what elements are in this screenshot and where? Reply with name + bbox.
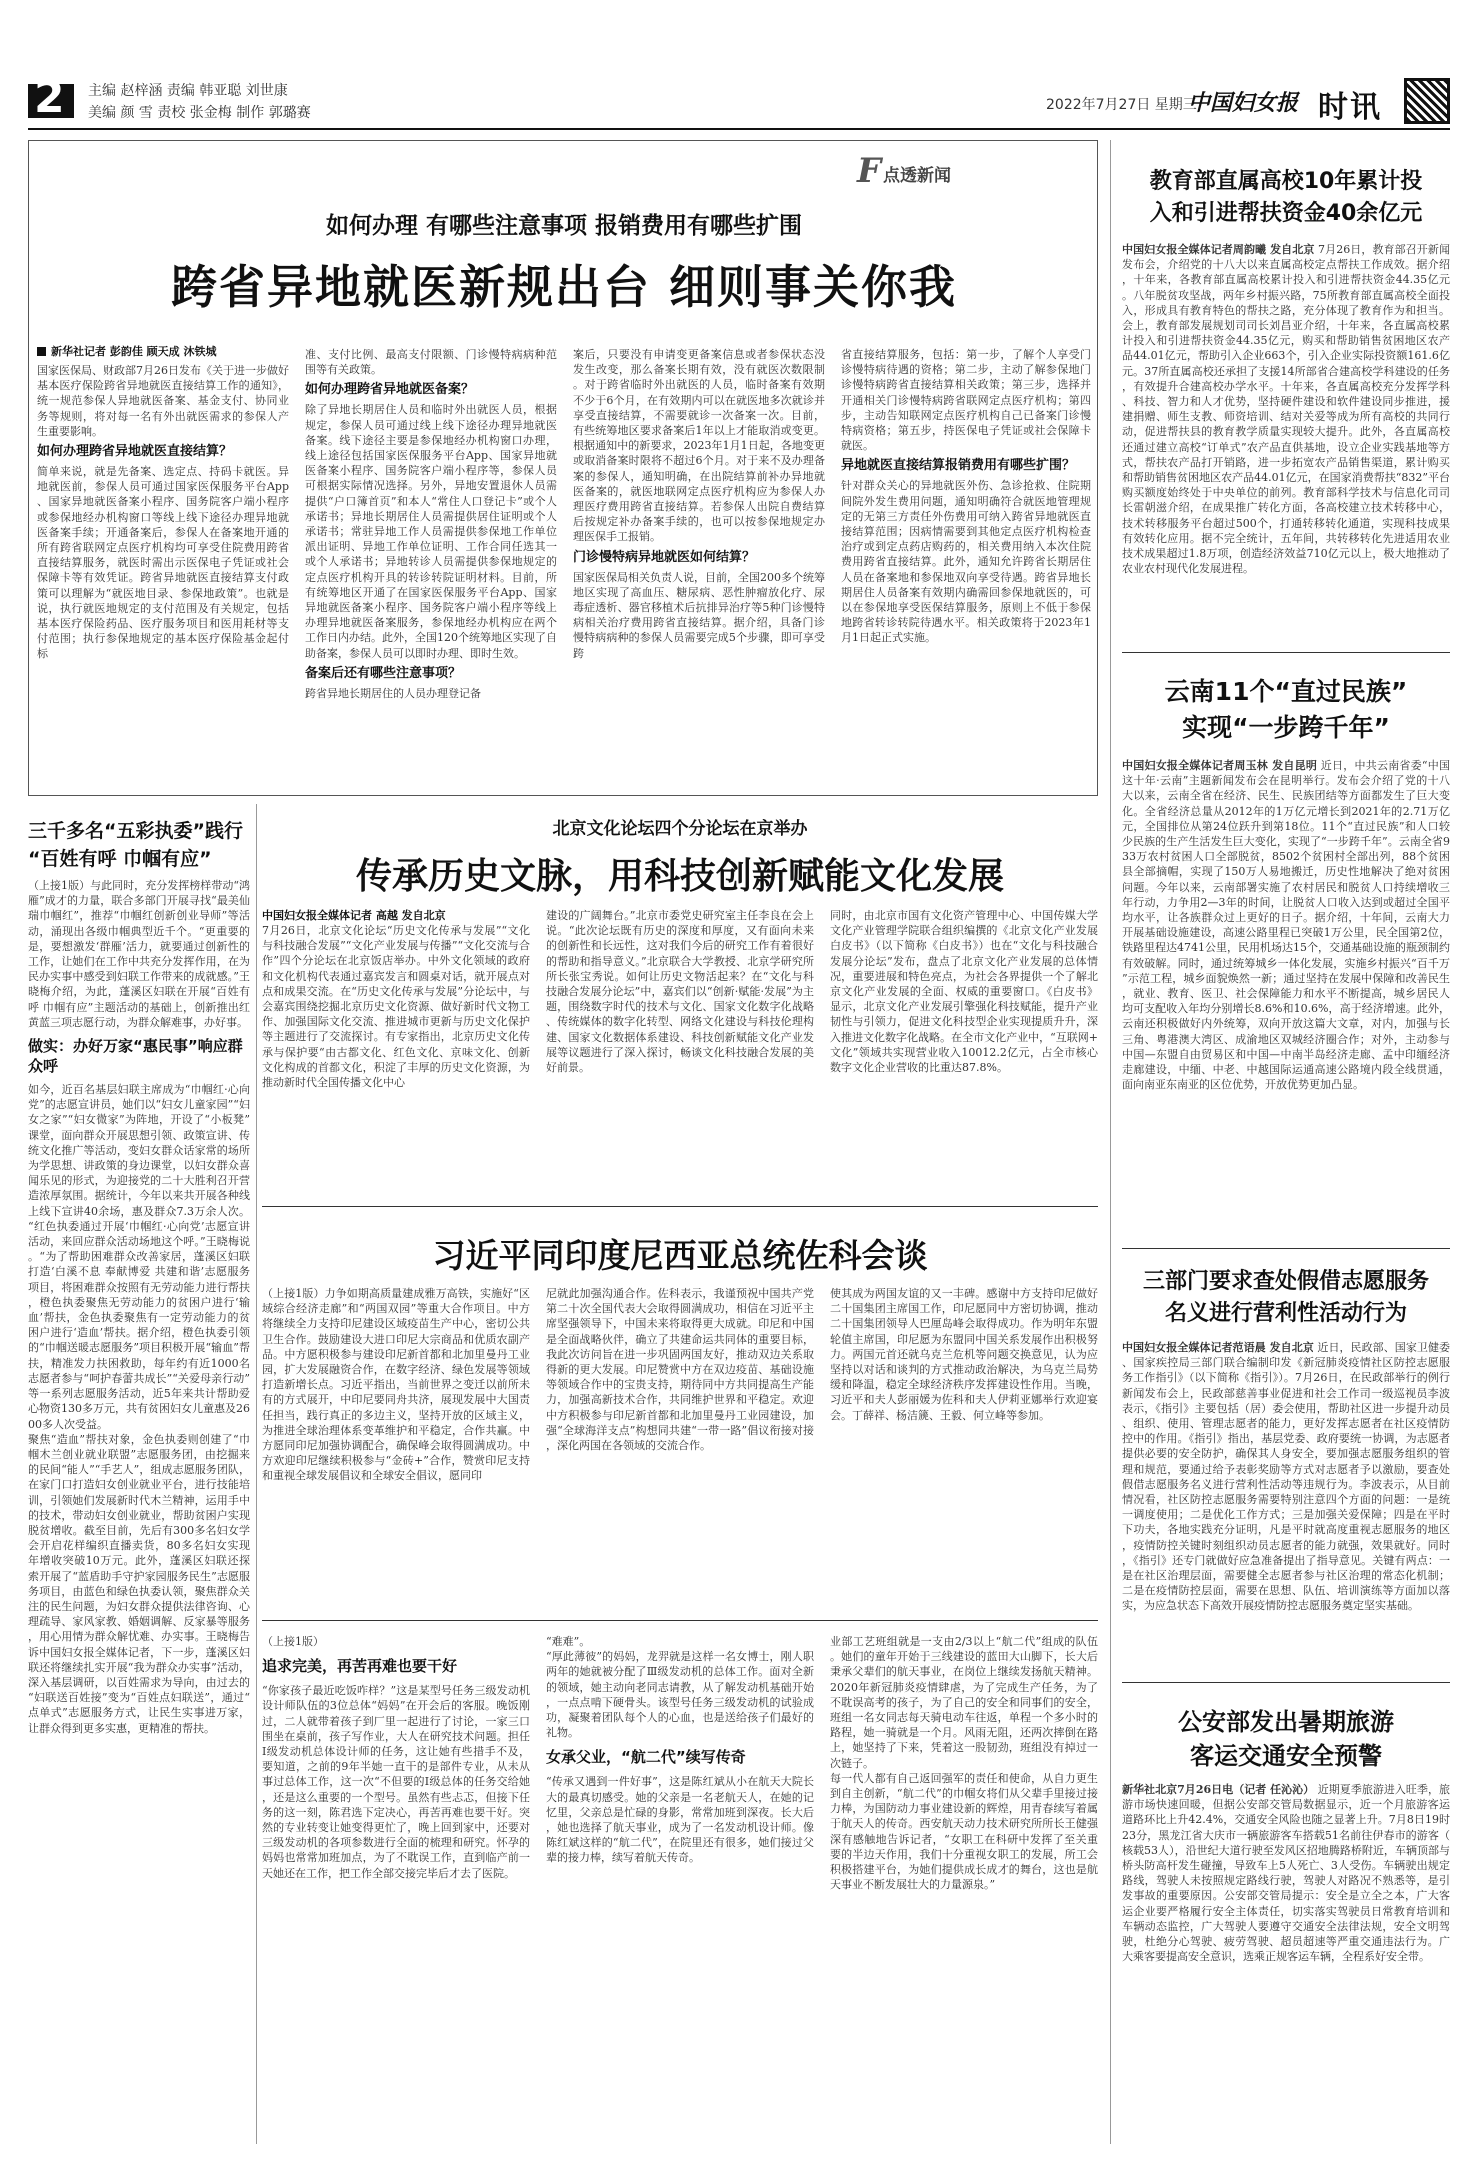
header <box>0 0 1472 140</box>
section-rule <box>1122 652 1450 653</box>
section-tag <box>857 151 1057 191</box>
subhead: 如何办理跨省异地就医备案？ <box>305 382 475 398</box>
culture-col-1 <box>262 908 530 1200</box>
story-body <box>1122 1340 1450 1670</box>
story-body <box>1122 758 1450 1234</box>
xi-story <box>262 1210 1098 1618</box>
story-title-line1: 公安部发出暑期旅游 <box>1178 1708 1394 1736</box>
culture-col-2 <box>546 908 814 1200</box>
story-body <box>1122 242 1450 646</box>
paragraph-text: 近日，民政部、国家卫健委、国家疾控局三部门联合编制印发《新冠肺炎疫情社区防控志愿服务工作指引》（以下简称《指引》）。7月26日，在民政部举行的例行新闻发布会上，民政部慈善事业促进和社会工作司一级巡视员李波表示，《指引》主要包括（居）委会使用，帮助社区进一步提升动员、组织、使用、管理志愿者的能力，更好发挥志愿者在社区疫情防控中的作用。《指引》指出，基层党委、政府要统一协调，为志愿者提供必要的安全防护，确保其人身安全，要加强志愿服务组织的管理和规范，要通过给予表彰奖励等方式对志愿者予以激励，要查处假借志愿服务名义进行营利性活动等违规行为。李波表示，从目前情况看，社区防控志愿服务需要特别注意四个方面的问题：一是统一调度使用；二是优化工作方式；三是加强关爱保障；四是在平时下功夫，各地实践充分证明，凡是平时就高度重视志愿服务的地区，疫情防控关键时刻组织动员志愿者的能力就强，效果就好。同时，《指引》还专门就做好应急准备提出了指导意见。关键有两点：一是在社区治理层面，需要健全志愿者参与社区治理的常态化机制；二是在疫情防控层面，需要在思想、队伍、培训演练等方面加以落实，为应急状态下高效开展疫情防控志愿服务奠定坚实基础。 <box>1122 1341 1450 1613</box>
paragraph: 聚焦“造血”帮扶对象，金色执委则创建了“巾帼木兰创业就业联盟”志愿服务团，由挖掘来的民间“能人”“手艺人”，组成志愿服务团队，在家门口打造妇女创业就业平台，进行技能培训，引领她们发展新时代木兰精神，运用手中的技术，带动妇女创业就业，帮助贫困户实现脱贫增收。截至目前，先后有300多名妇女学会开启花样编织直播卖货，80多名妇女实现年增收突破10万元。此外，蓬溪区妇联还探索开展了“蓝盾助手守护家园服务民生”志愿服务项目，由蓝色和绿色执委认领，聚焦群众关注的民生问题，为妇女群众提供法律咨询、心理疏导、家风家教、婚姻调解、反家暴等服务，用心用情为群众解忧难、办实事。王晓梅告诉中国妇女报全媒体记者，下一步，蓬溪区妇联还将继续扎实开展“我为群众办实事”活动，深入基层调研，以百姓需求为导向，由过去的“妇联送百姓接”变为“百姓点妇联送”，通过“点单式”志愿服务方式，让民生实事进万家，让群众得到更多实惠，更精准的帮扶。 <box>28 1432 250 1735</box>
paragraph: 每一代人都有自己返回强军的责任和使命，从自力更生到自主创新，“航二代”的巾帼女将们从父辈手里接过接力棒，为国防动力事业建设新的辉煌，用青春续写着属于航天人的传奇。西安航天动力技术研究所所长王健强深有感触地告诉记者，“女职工在科研中发挥了至关重要的半边天作用，我们十分重视女职工的发展，所工会积极搭建平台，为她们提供成长成才的舞台，这也是航天事业不断发展壮大的力量源泉。” <box>830 1771 1098 1892</box>
subhead: 做实：办好万家“惠民事”响应群众呼 <box>28 1037 243 1076</box>
byline: 中国妇女报全媒体记者 高越 发自北京 <box>262 909 446 922</box>
culture-kicker: 北京文化论坛四个分论坛在京举办 <box>552 819 808 839</box>
story-title-line1: 三部门要求查处假借志愿服务 <box>1142 1269 1429 1294</box>
paragraph: 同时，由北京市国有文化资产管理中心、中国传媒大学文化产业管理学院联合组织编撰的《北京文化产业发展白皮书》（以下简称《白皮书》）也在“文化与科技融合发展分论坛”发布，盘点了北京文化产业发展的总体情况，重要进展和特色亮点，为社会各界提供一个了解北京文化产业发展的全面、权威的重要窗口。《白皮书》显示，北京文化产业发展引擎强化科技赋能，提升产业韧性与引领力，促进文化科技型企业实现提质升升，深入推进文化数字化战略。在全市文化产业中，“互联网+文化”领域共实现营业收入10012.2亿元，占全市核心数字文化企业营收的比重达87.8%。 <box>830 909 1098 1075</box>
paragraph <box>1122 242 1450 576</box>
culture-headline: 传承历史文脉，用科技创新赋能文化发展 <box>355 856 1004 897</box>
section-title: 时讯 <box>1318 90 1382 125</box>
paragraph-text: 近期夏季旅游进入旺季，旅游市场快速回暖，但据公安部交管局数据显示，近一个月旅游客运道路环比上升42.4%，交通安全风险也随之显著上升。7月8日19时23分，黑龙江省大庆市一辆旅游客车搭载51名前往伊春市的游客（核载53人），沿世纪大道行驶至发风区招地腾路桥附近，车辆顶部与桥头防高杆发生碰撞，导致车上5人死亡、3人受伤。车辆驶出规定路线，驾驶人未按照规定路线行驶，驾驶人对路况不熟悉等，是引发事故的重要原因。公安部交管局提示：安全是立全之本，广大客运企业要严格履行安全主体责任，切实落实驾驶员日常教育培训和车辆动态监控，广大驾驶人要遵守交通安全法律法规，安全文明驾驶，杜绝分心驾驶、疲劳驾驶、超员超速等严重交通违法行为。广大乘客要提高安全意识，选乘正规客运车辆，全程系好安全带。 <box>1122 1783 1450 1964</box>
subhead: 女承父业，“航二代”续写传奇 <box>546 1748 746 1767</box>
page-number: 2 <box>34 72 65 123</box>
xi-col-3 <box>830 1286 1098 1614</box>
paragraph: 7月26日，北京文化论坛“历史文化传承与发展”“文化与科技融合发展”“文化产业发展与传播”“文化交流与合作”四个分论坛在北京饭店举办。中外文化领域的政府和文化机构代表通过嘉宾发言和圆桌对话，就开展点对点和成果交流。在“历史文化传承与发展”分论坛中，与会嘉宾围绕挖掘北京历史文化资源、做好新时代文物工作、加强国际文化交流、推进城市更新与历史文化保护等主题进行了交流探讨。有专家指出，北京历史文化传承与保护要“由古都文化、红色文化、京味文化、创新文化构成的首都文化，积淀了丰厚的历史文化资源，为推动新时代全国传播文化中心 <box>262 924 530 1090</box>
culture-story <box>262 804 1098 1204</box>
right-story-volunteer <box>1122 1250 1450 1678</box>
paragraph: 尼就此加强沟通合作。佐科表示，我谨预祝中国共产党第二十次全国代表大会取得圆满成功，相信在习近平主席坚强领导下，中国未来将取得更大成就。印尼和中国是全面战略伙伴，确立了共建命运共同体的重要目标，我此次访问旨在进一步巩固两国友好，推动双边关系取得新的更大发展。印尼赞赏中方在双边疫苗、基础设施等领域合作中的宝贵支持，期待同中方共同提高生产能力，加强高新技术合作，共同维护世界和平稳定。欢迎中方积极参与印尼新首都和北加里曼丹工业园建设，加强“全球海洋支点”构想同共建“一带一路”倡议衔接对接，深化两国在各领域的交流合作。 <box>546 1287 814 1453</box>
paragraph: （上接1版） <box>262 1635 324 1648</box>
xi-col-2 <box>546 1286 814 1614</box>
byline-square-icon <box>37 347 46 356</box>
lower-col-3 <box>830 1634 1098 2142</box>
section-rule <box>1122 1248 1450 1249</box>
story-title-line2: 实现“一步跨千年” <box>1182 713 1390 742</box>
paragraph: “厚此薄彼”的妈妈，龙羿就是这样一名女博士，刚人职两年的她就被分配了Ⅲ级发动机的总体工作。面对全新的领域，她主动向老同志请教，从了解发动机基础开始，一点点啃下硬骨头。该型号任务三级发动机的试验成功，凝聚着团队每个人的心血，也是送给孩子们最好的礼物。 <box>546 1650 814 1740</box>
paragraph: 准、支付比例、最高支付限额、门诊慢特病病种范围等有关政策。 <box>305 348 557 377</box>
story-title-line2: 客运交通安全预警 <box>1190 1742 1382 1770</box>
paragraph: 使其成为两国友谊的又一丰碑。感谢中方支持印尼做好二十国集团主席国工作，印尼愿同中方密切协调，推动二十国集团领导人巴厘岛峰会取得成功。作为明年东盟轮值主席国，印尼愿为东盟同中国关系发展作出积极努力。两国元首还就乌克兰危机等问题交换意见，认为应坚持以对话和谈判的方式推动政治解决，为乌克兰局势缓和降温，稳定全球经济秩序发挥建设性作用。当晚，习近平和夫人彭丽媛为佐科和夫人伊莉亚娜举行欢迎宴会。丁薛祥、杨洁篪、王毅、何立峰等参加。 <box>830 1287 1098 1422</box>
paragraph: （上接1版）与此同时，充分发挥榜样带动“鸿雁”成才的力量，联合多部门开展寻找“最美仙瑞巾帼红”，推荐“巾帼红创新创业导师”等活动，涌现出各级巾帼典型近千个。“更重要的是，要想激发‘群雁’活力，就要通过创新性的工作，让她们在工作中共充分发挥作用，在为民办实事中感受到妇联工作带来的成就感。”王晓梅介绍，为此，蓬溪区妇联在开展“百姓有呼 巾帼有应”主题活动的基础上，创新推出红黄蓝三项志愿行动，为群众解难事，办好事。 <box>28 879 250 1029</box>
issue-date: 2022年7月27日 星期三 <box>1046 97 1197 113</box>
story-title-line2: 名义进行营利性活动行为 <box>1164 1301 1407 1326</box>
subhead: 异地就医直接结算报销费用有哪些扩围？ <box>841 458 1076 474</box>
feature-col-2 <box>305 347 557 789</box>
tag-initial: F <box>857 151 882 191</box>
paragraph: 简单来说，就是先备案、选定点、持码卡就医。异地就医前，参保人员可通过国家医保服务平台App、国家异地就医备案小程序、国务院客户端小程序或参保地经办机构窗口等线上线下途径办理异地就医备案手续；开通备案后，参保人在备案地开通的所有跨省联网定点医疗机构均可享受住院费用跨省直接结算服务，就医时需出示医保电子凭证或社会保障卡等有效凭证。跨省异地就医直接结算支付政策可以理解为“就医地目录、参保地政策”。也就是说，执行就医地规定的支付范围及有关规定，包括基本医疗保险药品、医疗服务项目和医用耗材等支付范围；执行参保地规定的基本医疗保险基金起付标 <box>37 465 289 661</box>
paragraph: 业部工艺班组就是一支由2/3以上“航二代”组成的队伍。她们的童年开始于三线建设的蓝田大山脚下，长大后秉承父辈们的航天事业，在岗位上继续发扬航天精神。2020年新冠肺炎疫情肆虐，为了完成生产任务，为了不耽误高考的孩子，为了自己的安全和同事们的安全，班组一名女同志每天骑电动车往返，单程一个多小时的路程，她一骑就是一个月。风雨无阻，还两次摔倒在路上，她坚持了下来，凭着这一股韧劲，班组没有掉过一次链子。 <box>830 1635 1098 1770</box>
headline-kicker: 如何办理 有哪些注意事项 报销费用有哪些扩围 <box>325 212 802 239</box>
feature-col-4 <box>841 347 1091 789</box>
paragraph: 跨省异地长期居住的人员办理登记备 <box>305 686 481 700</box>
subhead: 门诊慢特病异地就医如何结算？ <box>573 549 756 565</box>
paragraph: 针对群众关心的异地就医外伤、急诊抢救、住院期间院外发生费用问题，通知明确符合就医地管理规定的无第三方责任外伤费用可纳入跨省异地就医直接结算范围；因病情需要到其他定点医疗机构检查治疗或到定点药店购药的，相关费用纳入本次住院费用跨省直接结算。此外，通知允许跨省长期居住人员在备案地和参保地双向享受待遇。跨省异地长期居住人员备案有效期内确需回参保地就医的，可以在参保地享受医保结算服务，原则上不低于参保地跨省转诊转院待遇水平。相关政策将于2023年1月1日起正式实施。 <box>841 479 1091 645</box>
paragraph: “难难”。 <box>546 1635 591 1648</box>
paragraph-text: 7月26日，教育部召开新闻发布会，介绍党的十八大以来直属高校定点帮扶工作成效。据介绍，十年来，各教育部直属高校累计投入和引进帮扶资金44.35亿元。八年脱贫攻坚战，两年乡村振兴路，75所教育部直属高校全面投入，形成具有教育特色的帮扶之路，充分体现了教育作为和担当。会上，教育部发展规划司司长刘昌亚介绍，十年来，各直属高校累计投入和引进帮扶资金44.35亿元，购买和帮助销售贫困地区农产品44.01亿元，帮助引入企业663个，引入企业实际投资额161.6亿元。37所直属高校还承担了支援14所部省合建高校学科建设的任务，有效提升合建高校办学水平。十年来，各直属高校充分发挥学科、科技、智力和人才优势，坚持硬件建设和软件建设同步推进，援建捐赠、师生支教、师资培训、结对关爱等成为所有高校的共同行动，促进帮扶县的教育教学质量实现较大提升。此外，各直属高校还通过建立高校“订单式”农产品直供基地，设立企业实践基地等方式，帮扶农产品打开销路，进一步拓宽农产品销售渠道，累计购买和帮助销售贫困地区农产品44.01亿元，在国家消费帮扶“832”平台购买额度始终处于中央单位的前列。教育部科学技术与信息化司司长雷朝滋介绍，在成果推广转化方面，各高校建立技术转移中心，技术转移服务平台超过500个，打通转移转化通道，实现科技成果有效转化应用。据不完全统计，五年间，共转移转化先进适用农业技术成果超过1.8万项，创造经济效益710亿元以上，极大地推动了农业农村现代化发展进程。 <box>1122 243 1450 576</box>
lower-col-2 <box>546 1634 814 2142</box>
left-body <box>28 878 250 2140</box>
feature-col-3 <box>573 347 825 789</box>
byline: 中国妇女报全媒体记者周韵曦 发自北京 <box>1122 243 1315 256</box>
column-divider <box>1110 140 1111 2144</box>
right-story-travel-safety <box>1122 1684 1450 2144</box>
qr-code-icon[interactable] <box>1404 78 1450 124</box>
story-title-line1: 三千多名“五彩执委”践行 <box>28 820 243 842</box>
masthead-logo: 中国妇女报 <box>1188 90 1299 116</box>
aerospace-story <box>262 1626 1098 2144</box>
subhead: 备案后还有哪些注意事项？ <box>305 665 462 681</box>
paragraph: 省直接结算服务，包括：第一步，了解个人享受门诊慢特病待遇的资格；第二步，主动了解参保地门诊慢特病跨省直接结算相关政策；第三步，选择并开通相关门诊慢特病跨省联网定点医疗机构；第四步，主动告知联网定点医疗机构自己已备案门诊慢特病资格；第五步，持医保电子凭证或社会保障卡就医。 <box>841 348 1091 453</box>
feature-box <box>28 140 1098 796</box>
paragraph: 案后，只要没有申请变更备案信息或者参保状态没发生改变，那么备案长期有效，没有就医次数限制。对于跨省临时外出就医的人员，临时备案有效期不少于6个月，在有效期内可以在就医地多次就诊并享受直接结算，不需要就诊一次备案一次。目前，有些统筹地区要求备案后1年以上才能取消或变更。根据通知中的新要求，2023年1月1日起，各地变更或取消备案时限将不超过6个月。对于来不及办理备案的参保人，通知明确，在出院结算前补办异地就医备案的，就医地联网定点医疗机构应为参保人办理医疗费用跨省直接结算。若参保人出院自费结算后按规定补办备案手续的，也可以按参保地规定办理医保手工报销。 <box>573 348 825 544</box>
editor-credit-1: 主编 赵梓涵 责编 韩亚聪 刘世康 <box>88 83 288 99</box>
paragraph: 建设的广阔舞台。”北京市委党史研究室主任李良在会上说。“此次论坛既有历史的深度和厚度，又有面向未来的创新性和长远性，这对我们今后的研究工作有着很好的帮助和指导意义。”北京联合大学教授、北京学研究所所长张宝秀说。如何让历史文物活起来？在“文化与科技融合发展分论坛”中，嘉宾们以“创新·赋能·发展”为主题，围绕数字时代的技术与文化、国家文化数字化战略、传统媒体的数字化转型、网络文化建设与科技伦理构建、国家文化数据体系建设、科技创新赋能文化产业发展等议题进行了深入探讨，畅谈文化科技融合发展的美好前景。 <box>546 909 814 1075</box>
byline: 新华社北京7月26日电（记者 任沁沁） <box>1122 1783 1315 1796</box>
subhead: 如何办理跨省异地就医直接结算？ <box>37 444 233 460</box>
paragraph: “传承又遇到一件好事”，这是陈红斌从小在航天大院长大的最真切感受。她的父亲是一名老航天人，在她的记忆里，父亲总是忙碌的身影，常常加班到深夜。长大后，她也选择了航天事业，成为了一名发动机设计师。像陈红斌这样的“航二代”，在院里还有很多，她们接过父辈的接力棒，续写着航天传奇。 <box>546 1775 814 1865</box>
paragraph: “你家孩子最近吃饭咋样？”这是某型号任务三级发动机设计师队伍的3位总体“妈妈”在开会后的客服。晚饭刚过，二人就带着孩子到厂里一起进行了讨论，一家三口围坐在桌前，孩子写作业，大人在研究技术问题。担任Ⅰ级发动机总体设计师的任务，这让她有些措手不及，要知道，之前的9年半她一直干的是部件专业，从未从事过总体工作，这一次“不但要的Ⅰ级总体的任务交给她，还是这么重要的一个型号。虽然有些忐忑，但接下任务的这一刻，陈君选下定决心，再苦再难也要干好。突然的专业转变让她变得更忙了，晚上回到家中，还要对三级发动机的各项参数进行全面的梳理和研究。怀孕的妈妈也常常加班加点，为了不耽误工作，直到临产前一天她还在工作，把工作全部交接完毕后才去了医院。 <box>262 1684 530 1880</box>
right-story-yunnan <box>1122 654 1450 1272</box>
story-title-line1: 云南11个“直过民族” <box>1164 677 1408 706</box>
column-divider <box>256 804 257 2144</box>
section-rule <box>262 1206 1098 1207</box>
subhead: 追求完美，再苦再难也要干好 <box>262 1657 458 1676</box>
lower-col-1 <box>262 1634 530 2142</box>
paragraph: 如今，近百名基层妇联主席成为“巾帼红·心向党”的志愿宣讲员，她们以“妇女儿童家园”“妇女之家”“妇女微家”为阵地，开设了“小板凳”课堂，面向群众开展思想引领、政策宣讲、传统文化推广等活动，变妇女群众话家常的场所为学思想、讲政策的身边课堂，以妇女群众喜闻乐见的形式，为迎接党的二十大胜利召开营造浓厚氛围。据统计，今年以来共开展各种线上线下宣讲40余场，惠及群众7.3万余人次。“红色执委通过开展‘巾帼红·心向党’志愿宣讲活动，来回应群众活动场地这个呼。”王晓梅说。“为了帮助困难群众改善家居，蓬溪区妇联打造‘白溪不息 奉献博爱 共建和谐’志愿服务项目，将困难群众按照有无劳动能力进行帮扶，橙色执委聚焦无劳动能力的贫困户进行‘输血’帮扶，金色执委聚焦有一定劳动能力的贫困户进行‘造血’帮扶。据介绍，橙色执委引领的“巾帼送暖志愿服务”项目积极开展“输血”帮扶，精准发力扶困救助，每年约有近1000名志愿者参与“呵护春蕾共成长”“关爱母亲行动”等一系列志愿服务活动，近5年来共计帮助爱心物资130多万元，共有贫困妇女儿童惠及2600多人次受益。 <box>28 1083 250 1431</box>
section-rule <box>262 1620 1098 1621</box>
byline: 新华社记者 彭韵佳 顾天成 沐铁城 <box>51 345 217 358</box>
story-title-line2: 入和引进帮扶资金40余亿元 <box>1149 201 1423 226</box>
paragraph: （上接1版）力争如期高质量建成雅万高铁，实施好“区域综合经济走廊”和“两国双园”等重大合作项目。中方将继续全力支持印尼建设区域疫苗生产中心，密切公共卫生合作。鼓励建设大进口印尼大宗商品和优质农副产品。中方愿积极参与建设印尼新首都和北加里曼丹工业园，扩大发展融资合作，在数字经济、绿色发展等领域打造新增长点。习近平指出，当前世界之变迁以前所未有的方式展开，中印尼要同舟共济，展现发展中大国责任担当，践行真正的多边主义，坚持开放的区域主义，为推进全球治理体系变革维护和平稳定，合作共赢。中方愿同印尼加强协调配合，确保峰会取得圆满成功。中方欢迎印尼继续积极参与“金砖+”合作，赞赏印尼支持和重视全球发展倡议和全球安全倡议，愿同印 <box>262 1287 530 1483</box>
editor-credit-2: 美编 颜 雪 责校 张金梅 制作 郭璐赛 <box>88 105 311 121</box>
headline: 跨省异地就医新规出台 细则事关你我 <box>170 260 957 314</box>
byline: 中国妇女报全媒体记者范语晨 发自北京 <box>1122 1341 1314 1354</box>
xi-headline: 习近平同印度尼西亚总统佐科会谈 <box>432 1236 928 1275</box>
paragraph <box>1122 1340 1450 1614</box>
paragraph-text: 近日，中共云南省委“中国这十年·云南”主题新闻发布会在昆明举行。发布会介绍了党的十八大以来，云南全省在经济、民生、民族团结等方面都发生了巨大变化。全省经济总量从2012年的1万亿元增长到2021年的2.71万亿元，全国排位从第24位跃升到第18位。11个“直过民族”和人口较少民族的生产生活发生巨大变化，实现了“一步跨千年”。云南全省933万农村贫困人口全部脱贫，8502个贫困村全部出列，88个贫困县全部摘帽，实现了150万人易地搬迁，历史性地解决了绝对贫困问题。今年以来，云南部署实施了农村居民和脱贫人口持续增收三年行动，力争用2—3年的时间，让脱贫人口收入达到或超过全国平均水平，让各族群众过上更好的日子。据介绍，十年间，云南大力开展基础设施建设，高速公路里程已突破1万公里，民全国第2位，铁路里程达4741公里，民用机场达15个，交通基础设施的瓶颈制约有效破解。同时，通过统筹城乡一体化发展，实施乡村振兴“百千万”示范工程，城乡面貌焕然一新；通过坚持在发展中保障和改善民生，就业、教育、医卫、社会保障能力和水平不断提高，城乡居民人均可支配收入年均分别增长8.6%和10.6%，高于经济增速。此外，云南还积极做好内外统筹，双向开放这篇大文章，对内，加强与长三角、粤港澳大湾区、成渝地区双城经济圈合作；对外，主动参与中国—东盟自由贸易区和中国—中南半岛经济走廊、孟中印缅经济走廊建设，中缅、中老、中越国际运通高速公路境内段全线贯通，面向南亚东南亚的区位优势，开放优势更加凸显。 <box>1122 759 1450 1092</box>
paragraph: 国家医保局、财政部7月26日发布《关于进一步做好基本医疗保险跨省异地就医直接结算工作的通知》，统一规范参保人异地就医备案、基金支付、协同业务等规则，将对每一名有外出就医需求的参保人产生重要影响。 <box>37 364 289 438</box>
left-column-story <box>28 804 250 2144</box>
paragraph: 国家医保局相关负责人说，目前，全国200多个统筹地区实现了高血压、糖尿病、恶性肿瘤放化疗、尿毒症透析、器官移植术后抗排异治疗等5种门诊慢特病相关治疗费用跨省直接结算。据介绍，具备门诊慢特病病种的参保人员需要完成5个步骤，即可享受跨 <box>573 570 825 660</box>
paragraph: 除了异地长期居住人员和临时外出就医人员，根据规定，参保人员可通过线上线下途径办理异地就医备案。线下途径主要是参保地经办机构窗口办理，线上途径包括国家医保服务平台App、国家异地就医备案小程序、国务院客户端小程序等，参保人员可根据实际情况选择。另外，异地安置退休人员需提供“户口簿首页”和本人“常住人口登记卡”或个人承诺书；异地长期居住人员需提供居住证明或个人承诺书；常驻异地工作人员需提供参保地工作单位派出证明、异地工作单位证明、工作合同任选其一或个人承诺书；异地转诊人员需提供参保地规定的定点医疗机构开具的转诊转院证明材料。目前，所有统筹地区开通了在国家医保服务平台App、国家异地就医备案小程序、国务院客户端小程序等线上办理异地就医备案服务，参保地经办机构应在两个工作日内办结。此外，全国120个统筹地区实现了自助备案，参保人员可以即时办理、即时生效。 <box>305 403 557 660</box>
culture-col-3 <box>830 908 1098 1200</box>
feature-col-1 <box>37 363 289 789</box>
tag-label: 点透新闻 <box>883 166 951 186</box>
xi-col-1 <box>262 1286 530 1614</box>
paragraph <box>1122 758 1450 1092</box>
story-body <box>1122 1782 1450 2140</box>
byline: 中国妇女报全媒体记者周玉林 发自昆明 <box>1122 759 1318 772</box>
section-rule <box>1122 1682 1450 1683</box>
header-rule <box>28 128 1450 130</box>
paragraph <box>1122 1782 1450 1964</box>
story-title-line1: 教育部直属高校10年累计投 <box>1149 169 1423 194</box>
story-title-line2: “百姓有呼 巾帼有应” <box>28 848 212 870</box>
